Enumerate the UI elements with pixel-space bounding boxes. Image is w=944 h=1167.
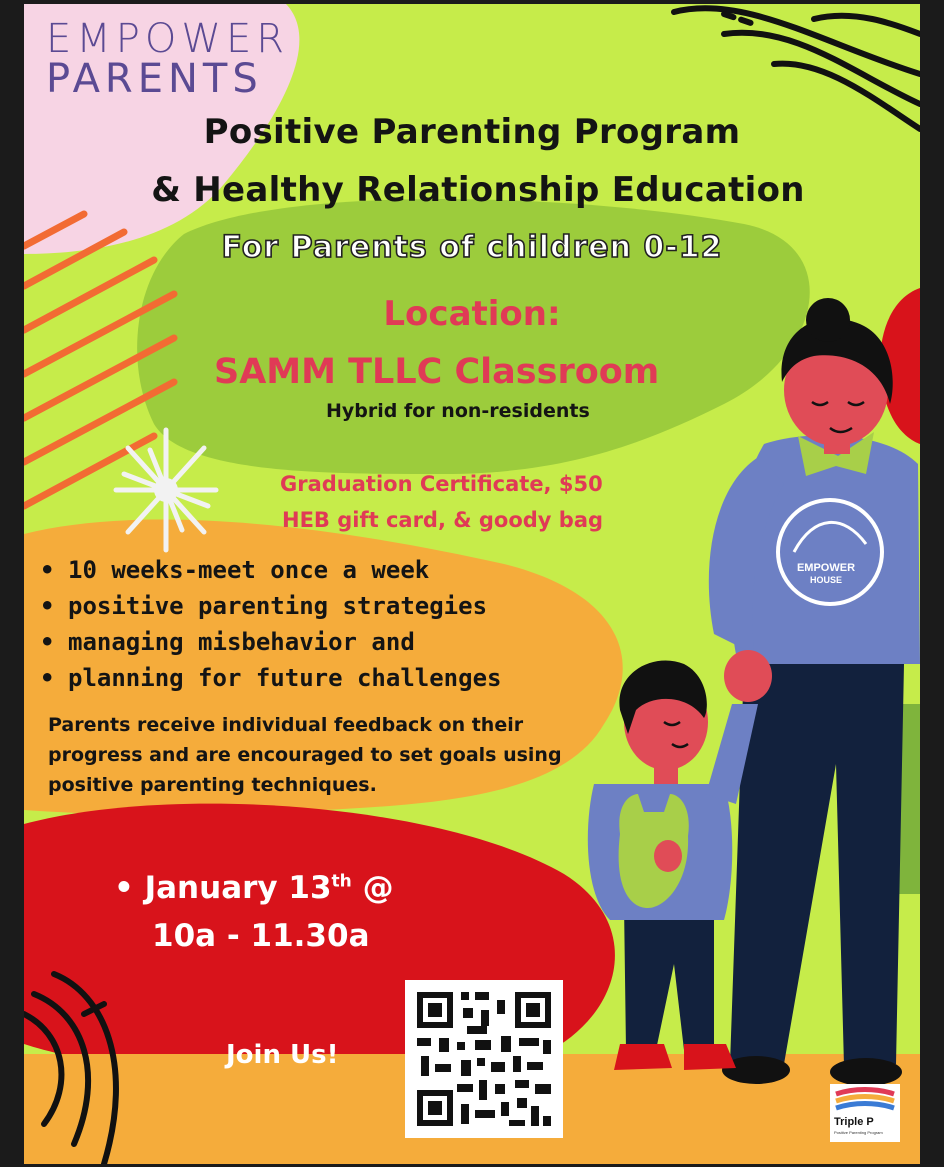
triple-p-tagline: Positive Parenting Program xyxy=(834,1130,883,1135)
location-label: Location: xyxy=(383,294,561,334)
list-item: • planning for future challenges xyxy=(40,660,501,696)
audience-subtitle: For Parents of children 0-12 xyxy=(221,230,723,265)
qr-code[interactable] xyxy=(405,980,563,1138)
rewards-line-1: Graduation Certificate, $50 xyxy=(280,472,603,496)
triple-p-name: Triple P xyxy=(834,1116,874,1128)
location-name: SAMM TLLC Classroom xyxy=(214,352,660,392)
logo-line-2: PARENTS xyxy=(46,56,263,102)
location-note: Hybrid for non-residents xyxy=(326,400,590,422)
logo-line-1: EMPOWER xyxy=(46,16,290,62)
list-item: • positive parenting strategies xyxy=(40,588,501,624)
feature-list xyxy=(40,552,501,696)
date-text: • January 13 xyxy=(114,870,332,906)
sweater-logo-line-2: HOUSE xyxy=(809,575,842,585)
date-ordinal: th xyxy=(331,871,352,892)
session-time: 10a - 11.30a xyxy=(152,918,370,954)
triple-p-badge xyxy=(830,1084,900,1142)
triple-p-logo-icon xyxy=(830,1086,900,1116)
mother-illustration xyxy=(709,298,920,1086)
program-title-line-2: & Healthy Relationship Education xyxy=(151,170,805,210)
session-date xyxy=(114,870,394,906)
black-swirls-top xyxy=(674,8,920,129)
flyer xyxy=(24,4,920,1164)
date-at: @ xyxy=(351,870,394,906)
list-item: • managing misbehavior and xyxy=(40,624,501,660)
program-title: Positive Parenting Program xyxy=(203,112,741,152)
rewards-line-2: HEB gift card, & goody bag xyxy=(282,508,604,532)
qr-code-icon xyxy=(405,980,563,1138)
sweater-logo-line-1: EMPOWER xyxy=(796,562,856,574)
description-paragraph: Parents receive individual feedback on their progress and are encouraged to set goals using positive parenting techniques. xyxy=(48,714,562,796)
sweater-logo xyxy=(792,562,860,586)
join-us-label: Join Us! xyxy=(226,1040,339,1070)
list-item: • 10 weeks-meet once a week xyxy=(40,552,501,588)
